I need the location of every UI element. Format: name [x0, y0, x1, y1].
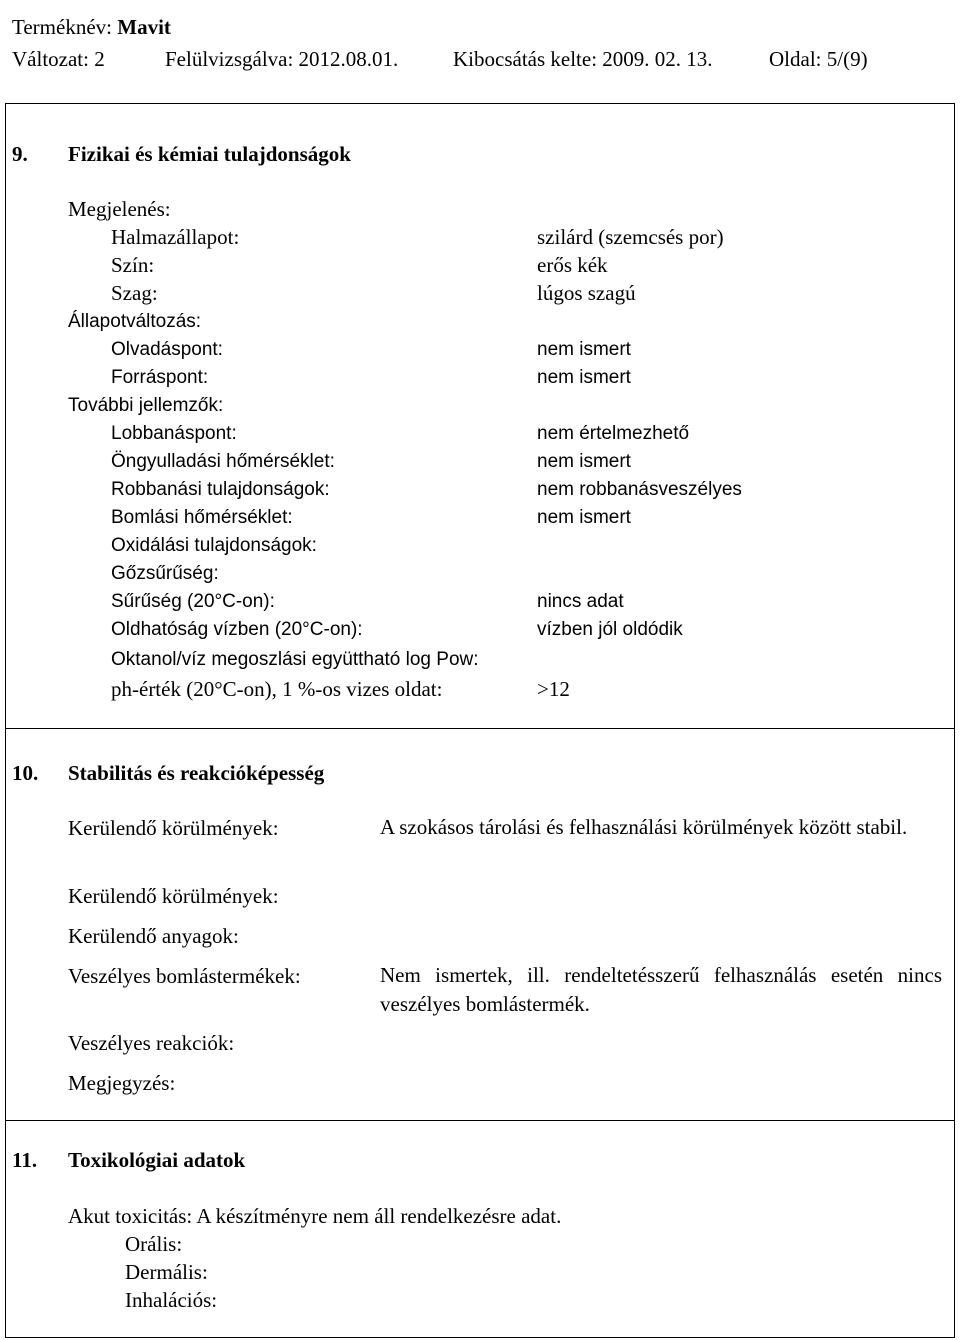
header-product-line [12, 15, 171, 40]
explosive-label: Robbanási tulajdonságok: [111, 479, 330, 500]
explosive-value: nem robbanásveszélyes [537, 479, 742, 500]
appearance-label: Megjelenés: [68, 197, 171, 221]
ph-value: >12 [537, 677, 570, 701]
acute-toxicity: Akut toxicitás: A készítményre nem áll rendelkezésre adat. [68, 1204, 562, 1228]
conditions-to-avoid-label: Kerülendő körülmények: [68, 816, 279, 840]
more-properties-label: További jellemzők: [68, 395, 224, 416]
divider [5, 728, 955, 729]
dermal-label: Dermális: [125, 1260, 208, 1284]
inhalation-label: Inhalációs: [125, 1288, 218, 1312]
state-value: szilárd (szemcsés por) [537, 225, 724, 249]
decomposition-value: nem ismert [537, 507, 631, 528]
state-change-label: Állapotváltozás: [68, 311, 202, 332]
section-9-number: 9. [12, 142, 28, 166]
oral-label: Orális: [125, 1232, 183, 1256]
odor-value: lúgos szagú [537, 281, 636, 305]
revised-date: Felülvizsgálva: 2012.08.01. [165, 47, 399, 71]
solubility-value: vízben jól oldódik [537, 619, 683, 640]
product-label: Terméknév: [12, 15, 118, 39]
hazardous-decomposition-label: Veszélyes bomlástermékek: [68, 964, 301, 988]
version: Változat: 2 [12, 47, 105, 71]
boiling-point-label: Forráspont: [111, 367, 209, 388]
materials-to-avoid-label: Kerülendő anyagok: [68, 924, 239, 948]
frame-left [5, 103, 6, 1338]
section-10-title: Stabilitás és reakcióképesség [68, 761, 325, 785]
density-value: nincs adat [537, 591, 624, 612]
color-label: Szín: [111, 253, 155, 277]
product-name: Mavit [117, 15, 171, 39]
ph-label: ph-érték (20°C-on), 1 %-os vizes oldat: [111, 677, 443, 701]
issued-date: Kibocsátás kelte: 2009. 02. 13. [453, 47, 713, 71]
boiling-point-value: nem ismert [537, 367, 631, 388]
state-label: Halmazállapot: [111, 225, 240, 249]
density-label: Sűrűség (20°C-on): [111, 591, 275, 612]
section-11-number: 11. [12, 1148, 38, 1172]
hazardous-decomposition-value: Nem ismertek, ill. rendeltetésszerű felhasználás esetén nincs veszélyes bomlástermék. [380, 963, 942, 1016]
flash-point-value: nem értelmezhető [537, 423, 690, 444]
note-label: Megjegyzés: [68, 1071, 176, 1095]
melting-point-value: nem ismert [537, 339, 631, 360]
flash-point-label: Lobbanáspont: [111, 423, 237, 444]
divider [5, 1120, 955, 1121]
vapor-density-label: Gőzsűrűség: [111, 563, 219, 584]
melting-point-label: Olvadáspont: [111, 339, 223, 360]
partition-coefficient-label: Oktanol/víz megoszlási együttható log Pow: [111, 649, 479, 670]
oxidizing-label: Oxidálási tulajdonságok: [111, 535, 317, 556]
divider [5, 1337, 955, 1338]
conditions-to-avoid-label-2: Kerülendő körülmények: [68, 884, 279, 908]
conditions-to-avoid-value: A szokásos tárolási és felhasználási körülmények között stabil. [380, 815, 908, 839]
divider [5, 103, 955, 104]
page-number: Oldal: 5/(9) [769, 47, 868, 71]
frame-right [954, 103, 955, 1338]
color-value: erős kék [537, 253, 608, 277]
odor-label: Szag: [111, 281, 158, 305]
solubility-label: Oldhatóság vízben (20°C-on): [111, 619, 363, 640]
section-9-title: Fizikai és kémiai tulajdonságok [68, 142, 351, 166]
section-10-number: 10. [12, 761, 39, 785]
decomposition-label: Bomlási hőmérséklet: [111, 507, 293, 528]
hazardous-reactions-label: Veszélyes reakciók: [68, 1031, 235, 1055]
autoignition-label: Öngyulladási hőmérséklet: [111, 451, 335, 472]
autoignition-value: nem ismert [537, 451, 631, 472]
section-11-title: Toxikológiai adatok [68, 1148, 246, 1172]
